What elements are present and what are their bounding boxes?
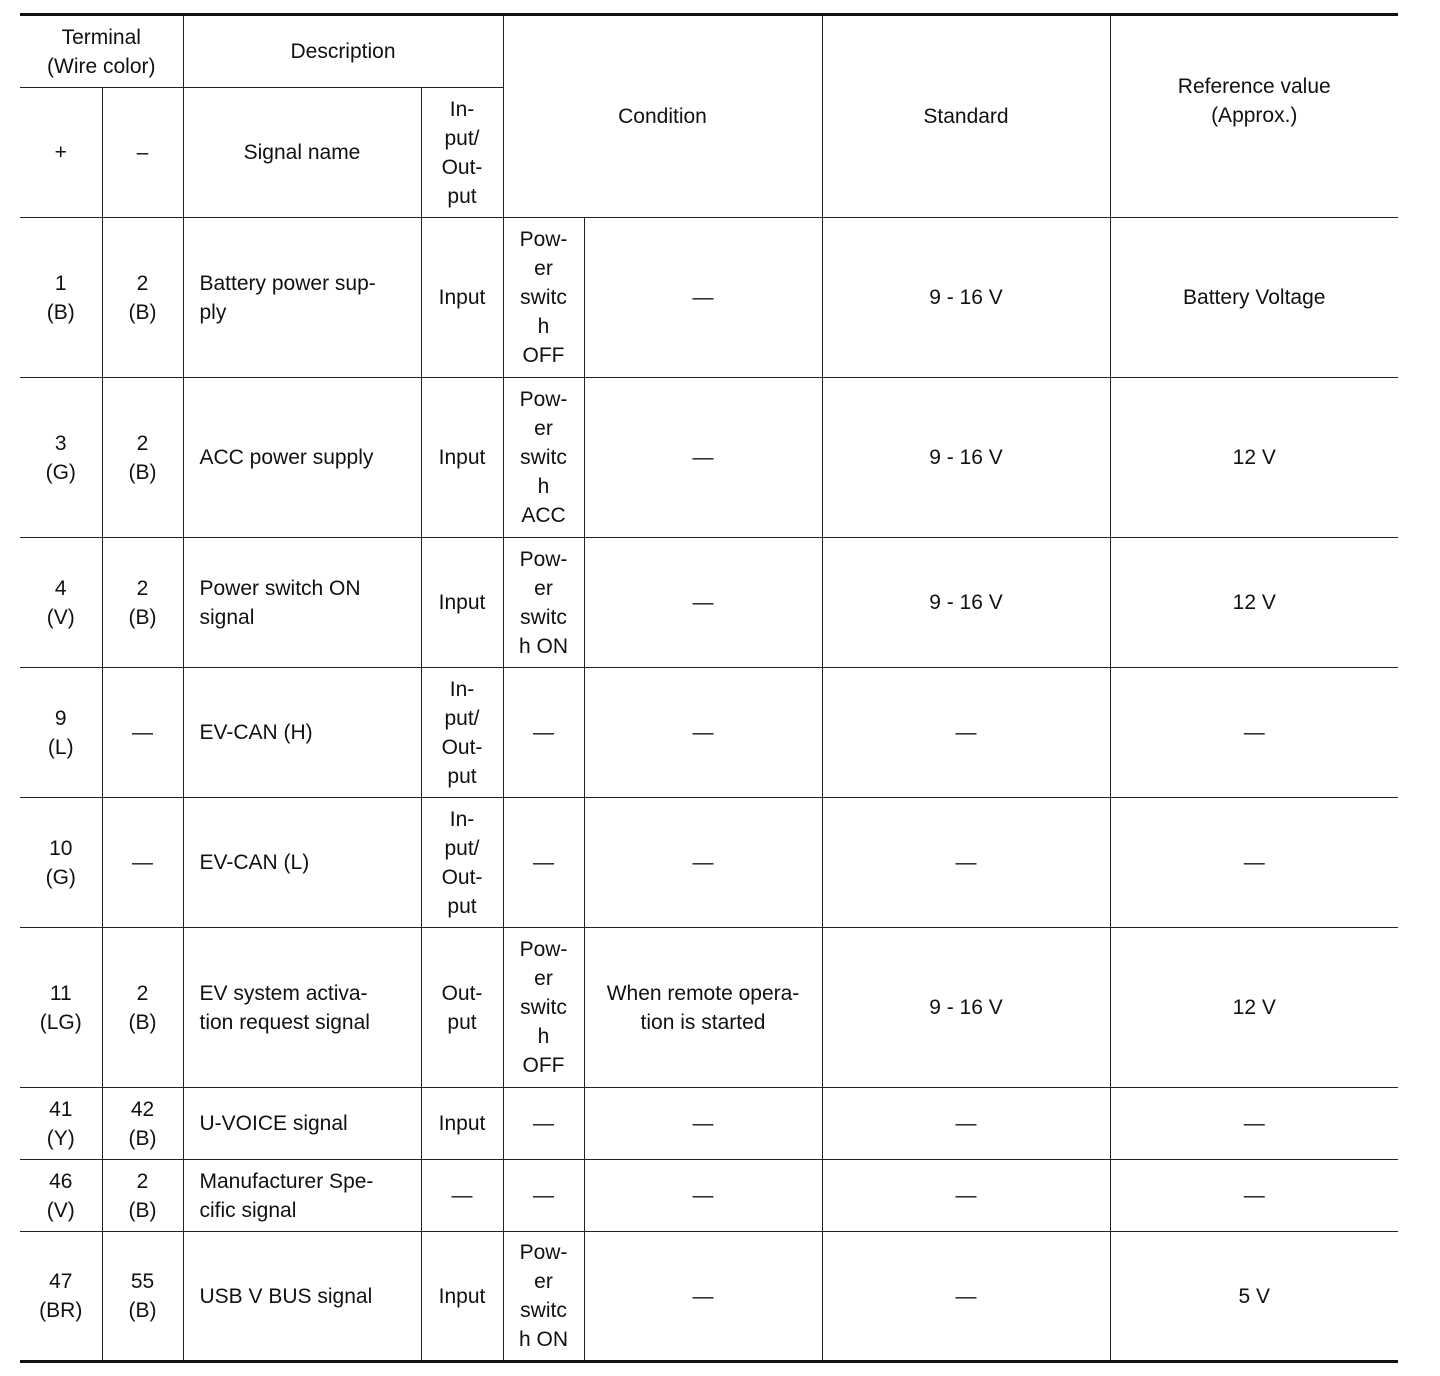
cell-cond-b: — bbox=[584, 218, 822, 378]
cell-standard: — bbox=[822, 798, 1110, 928]
cell-io: Input bbox=[421, 538, 503, 668]
cell-io: Input bbox=[421, 1088, 503, 1160]
cell-signal: EV system activa- tion request signal bbox=[183, 928, 421, 1088]
cell-plus: 10 (G) bbox=[20, 798, 102, 928]
cell-io: — bbox=[421, 1160, 503, 1232]
cell-cond-a: Pow- er switc h ON bbox=[503, 538, 584, 668]
header-terminal: Terminal (Wire color) bbox=[20, 15, 183, 88]
cell-minus: 2 (B) bbox=[102, 1160, 183, 1232]
cell-plus: 1 (B) bbox=[20, 218, 102, 378]
cell-plus: 11 (LG) bbox=[20, 928, 102, 1088]
cell-standard: — bbox=[822, 1232, 1110, 1362]
cell-io: Input bbox=[421, 1232, 503, 1362]
cell-cond-b: — bbox=[584, 798, 822, 928]
cell-plus: 9 (L) bbox=[20, 668, 102, 798]
cell-reference: 12 V bbox=[1110, 538, 1398, 668]
table-row bbox=[20, 668, 1398, 798]
cell-cond-b: — bbox=[584, 1088, 822, 1160]
cell-plus: 47 (BR) bbox=[20, 1232, 102, 1362]
cell-signal: ACC power supply bbox=[183, 378, 421, 538]
cell-io: In- put/ Out- put bbox=[421, 798, 503, 928]
cell-minus: — bbox=[102, 798, 183, 928]
cell-standard: — bbox=[822, 1088, 1110, 1160]
cell-standard: — bbox=[822, 668, 1110, 798]
cell-minus: 55 (B) bbox=[102, 1232, 183, 1362]
header-standard: Standard bbox=[822, 15, 1110, 218]
table-row bbox=[20, 928, 1398, 1088]
cell-reference: 5 V bbox=[1110, 1232, 1398, 1362]
cell-cond-a: — bbox=[503, 798, 584, 928]
cell-standard: — bbox=[822, 1160, 1110, 1232]
cell-minus: 2 (B) bbox=[102, 378, 183, 538]
cell-signal: EV-CAN (H) bbox=[183, 668, 421, 798]
cell-cond-b: — bbox=[584, 378, 822, 538]
table-row bbox=[20, 1160, 1398, 1232]
table-row bbox=[20, 798, 1398, 928]
cell-signal: U-VOICE signal bbox=[183, 1088, 421, 1160]
cell-cond-a: Pow- er switc h ON bbox=[503, 1232, 584, 1362]
cell-cond-a: — bbox=[503, 1088, 584, 1160]
cell-cond-a: — bbox=[503, 1160, 584, 1232]
cell-signal: Power switch ON signal bbox=[183, 538, 421, 668]
cell-cond-b: — bbox=[584, 668, 822, 798]
cell-cond-a: — bbox=[503, 668, 584, 798]
cell-io: Out- put bbox=[421, 928, 503, 1088]
table-row bbox=[20, 1088, 1398, 1160]
cell-plus: 46 (V) bbox=[20, 1160, 102, 1232]
cell-reference: 12 V bbox=[1110, 378, 1398, 538]
cell-cond-a: Pow- er switc h OFF bbox=[503, 218, 584, 378]
cell-plus: 41 (Y) bbox=[20, 1088, 102, 1160]
table-row bbox=[20, 538, 1398, 668]
cell-reference: — bbox=[1110, 798, 1398, 928]
cell-reference: Battery Voltage bbox=[1110, 218, 1398, 378]
header-minus: – bbox=[102, 88, 183, 218]
header-io: In- put/ Out- put bbox=[421, 88, 503, 218]
cell-plus: 3 (G) bbox=[20, 378, 102, 538]
cell-standard: 9 - 16 V bbox=[822, 928, 1110, 1088]
cell-signal: Battery power sup- ply bbox=[183, 218, 421, 378]
cell-io: Input bbox=[421, 218, 503, 378]
header-signal-name: Signal name bbox=[183, 88, 421, 218]
terminal-table bbox=[20, 13, 1398, 1363]
cell-cond-b: When remote opera- tion is started bbox=[584, 928, 822, 1088]
cell-cond-b: — bbox=[584, 538, 822, 668]
header-reference: Reference value (Approx.) bbox=[1110, 15, 1398, 218]
cell-standard: 9 - 16 V bbox=[822, 378, 1110, 538]
cell-signal: Manufacturer Spe- cific signal bbox=[183, 1160, 421, 1232]
header-description: Description bbox=[183, 15, 503, 88]
cell-reference: — bbox=[1110, 668, 1398, 798]
cell-plus: 4 (V) bbox=[20, 538, 102, 668]
cell-minus: 2 (B) bbox=[102, 928, 183, 1088]
cell-signal: USB V BUS signal bbox=[183, 1232, 421, 1362]
cell-signal: EV-CAN (L) bbox=[183, 798, 421, 928]
cell-cond-a: Pow- er switc h OFF bbox=[503, 928, 584, 1088]
cell-minus: 2 (B) bbox=[102, 218, 183, 378]
cell-standard: 9 - 16 V bbox=[822, 218, 1110, 378]
cell-reference: — bbox=[1110, 1088, 1398, 1160]
table-row bbox=[20, 1232, 1398, 1362]
header-condition: Condition bbox=[503, 15, 822, 218]
cell-minus: — bbox=[102, 668, 183, 798]
cell-cond-b: — bbox=[584, 1232, 822, 1362]
table-body bbox=[20, 218, 1398, 1362]
cell-cond-a: Pow- er switc h ACC bbox=[503, 378, 584, 538]
header-plus: + bbox=[20, 88, 102, 218]
cell-cond-b: — bbox=[584, 1160, 822, 1232]
cell-minus: 42 (B) bbox=[102, 1088, 183, 1160]
table-row bbox=[20, 378, 1398, 538]
cell-io: Input bbox=[421, 378, 503, 538]
table-row bbox=[20, 218, 1398, 378]
cell-reference: 12 V bbox=[1110, 928, 1398, 1088]
cell-io: In- put/ Out- put bbox=[421, 668, 503, 798]
cell-reference: — bbox=[1110, 1160, 1398, 1232]
cell-minus: 2 (B) bbox=[102, 538, 183, 668]
cell-standard: 9 - 16 V bbox=[822, 538, 1110, 668]
